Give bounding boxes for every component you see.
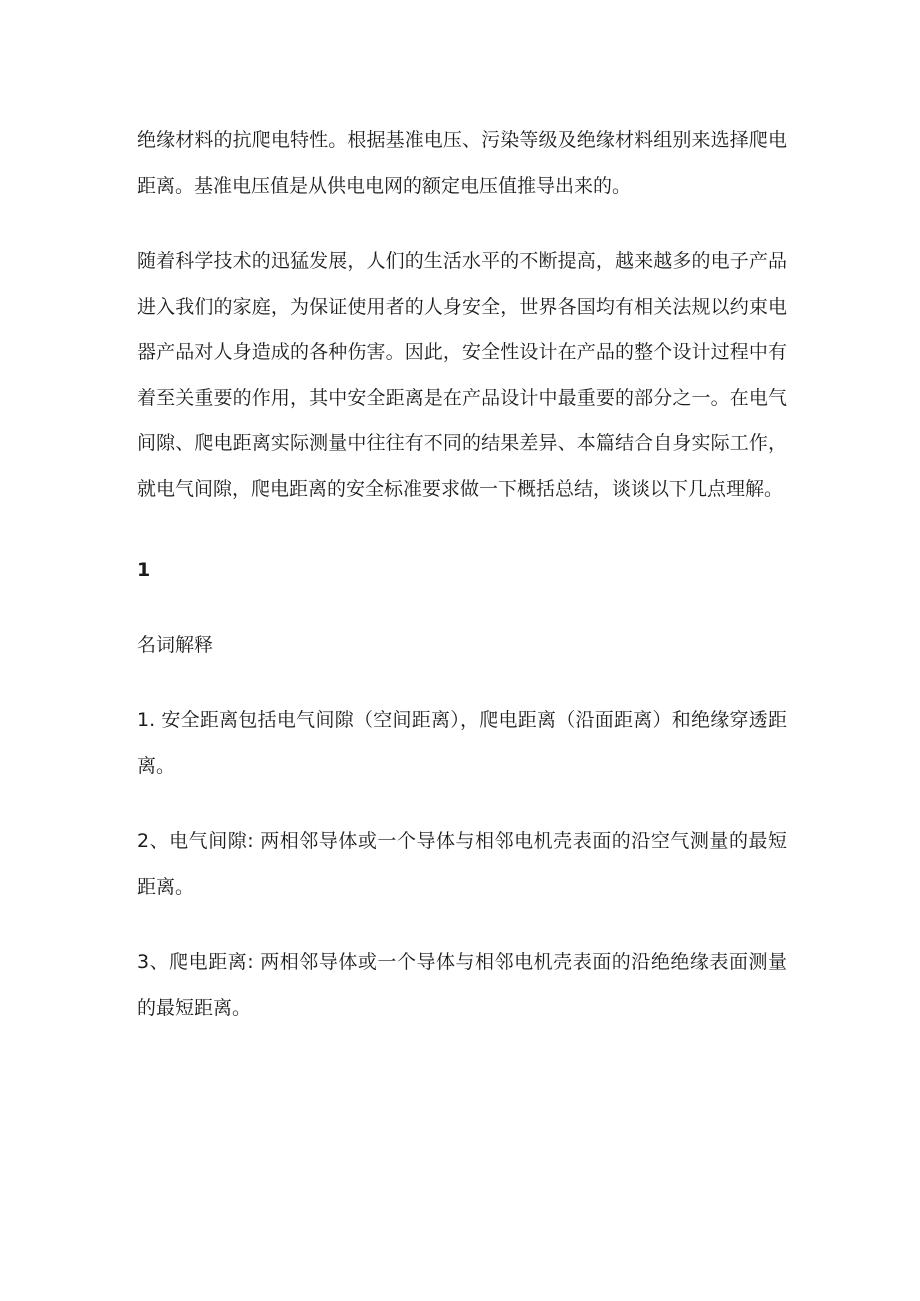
intro-paragraph-1: 绝缘材料的抗爬电特性。根据基准电压、污染等级及绝缘材料组别来选择爬电距离。基准电压值是从供电电网的额定电压值推导出来的。 xyxy=(137,129,787,197)
definition-item-1: 1. 安全距离包括电气间隙（空间距离），爬电距离（沿面距离）和绝缘穿透距离。 xyxy=(137,709,787,777)
definition-item-2: 2、电气间隙: 两相邻导体或一个导体与相邻电机壳表面的沿空气测量的最短距离。 xyxy=(137,830,787,898)
section-number: 1 xyxy=(137,559,151,581)
definition-item-3: 3、爬电距离: 两相邻导体或一个导体与相邻电机壳表面的沿绝绝缘表面测量的最短距离。 xyxy=(137,951,787,1019)
section-title: 名词解释 xyxy=(137,634,214,656)
document-page xyxy=(137,118,787,1061)
intro-paragraph-2: 随着科学技术的迅猛发展，人们的生活水平的不断提高，越来越多的电子产品进入我们的家庭，为保证使用者的人身安全，世界各国均有相关法规以约束电器产品对人身造成的各种伤害。因此，安全性设计在产品的整个设计过程中有着至关重要的作用，其中安全距离是在产品设计中最重要的部分之一。在电气间隙、爬电距离实际测量中往往有不同的结果差异、本篇结合自身实际工作，就电气间隙，爬电距离的安全标准要求做一下概括总结，谈谈以下几点理解。 xyxy=(137,250,787,500)
